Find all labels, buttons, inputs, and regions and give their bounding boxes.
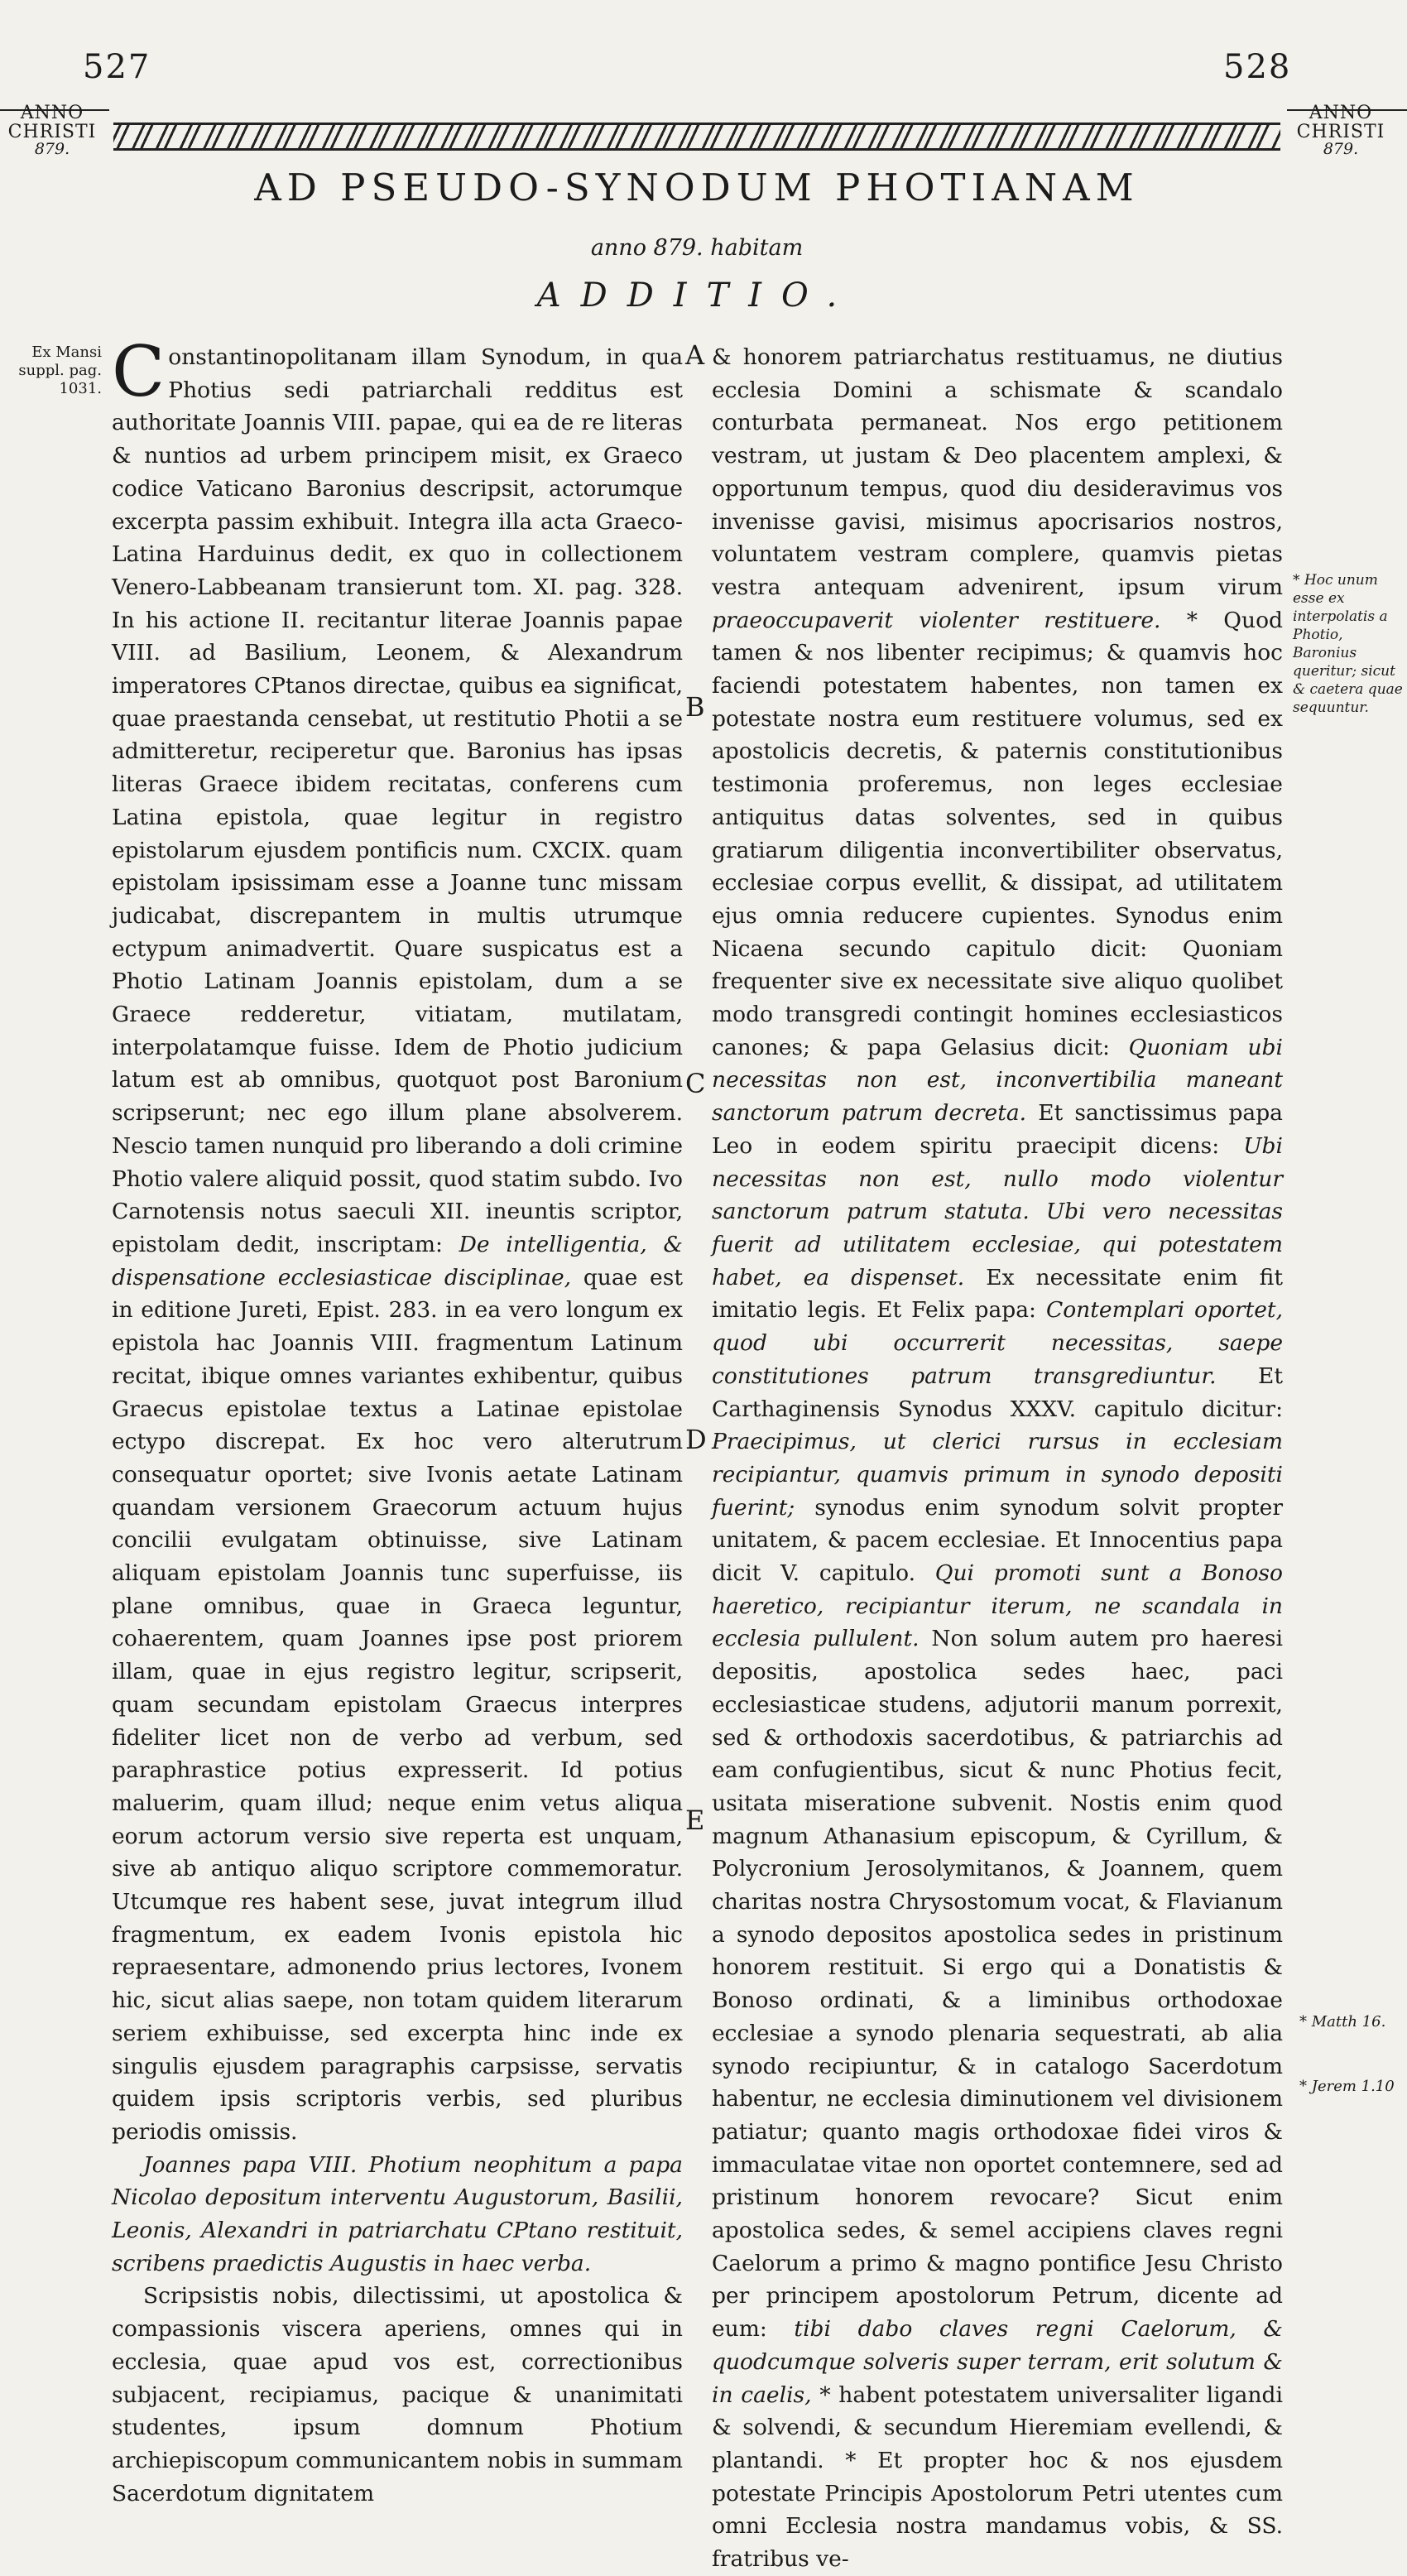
left-text-column [112, 331, 683, 2510]
page-number-left: 527 [83, 48, 151, 86]
margin-note-source: Ex Mansi suppl. pag. 1031. [18, 344, 102, 397]
page-subtitle: anno 879. habitam [590, 235, 804, 261]
anno-year: 879. [34, 140, 70, 159]
right-text-column [712, 341, 1283, 2576]
christi-label: CHRISTI [7, 122, 97, 143]
letter-italic: Ubi necessitas non est, nullo modo violentur sanctorum patrum statuta. Ubi vero necessitas fuerit ad utilitatem ecclesiae, qui potestatem habet, ea dispenset. [712, 1132, 1283, 1290]
intro-text: Constantinopolitanam illam Synodum, in qua Photius sedi patriarchali redditus est authoritate Joannis VIII. papae, qui ea de re literas & nuntios ad urbem principem misit, ex Graeco codice Vaticano Baronius descripsit, actorumque excerpta passim exhibuit. Integra illa acta Graeco-Latina Harduinus dedit, ex quo in collectionem Venero-Labbeanam transierunt tom. XI. pag. 328. In his actione II. recitantur literae Joannis papae VIII. ad Basilium, Leonem, & Alexandrum imperatores CPtanos directae, quibus ea significat, quae praestanda censebat, ut restitutio Photii a se admitteretur, reciperetur que. Baronius has ipsas literas Graece ibidem recitatas, conferens cum Latina epistola, quae legitur in registro epistolarum ejusdem pontificis num. CXCIX. quam epistolam ipsissimam esse a Joanne tunc missam judicabat, discrepantem in multis utrumque ectypum animadvertit. Quare suspicatus est a Photio Latinam Joannis epistolam, dum a se Graece redderetur, vitiatam, mutilatam, interpolatamque fuisse. Idem de Photio judicium latum est ab omnibus, quotquot post Baronium scripserunt; nec ego illum plane absolverem. Nescio tamen nunquid pro liberando a doli crimine Photio valere aliquid possit, quod statim subdo. Ivo Carnotensis notus saeculi XII. ineuntis scriptor, epistolam dedit, inscriptam: [112, 331, 683, 1257]
decorative-ornament-band [113, 123, 1280, 151]
page-title: AD PSEUDO-SYNODUM PHOTIANAM [254, 166, 1140, 209]
anno-year: 879. [1323, 140, 1359, 159]
letter-text: Et sanctissimus papa Leo in eodem spiritu praecipit dicens: [712, 1100, 1283, 1159]
intro-text-continued: quae est in editione Jureti, Epist. 283. in ea vero longum ex epistola hac Joannis VIII. fragmentum Latinum recitat, ibique omnes variantes exhibentur, quibus Graecus epistolae textus a Latinae epistolae ectypo discrepat. Ex hoc vero alterutrum consequatur oportet; sive Ivonis aetate Latinam quandam versionem Graecorum actuum hujus concilii evulgatam obtinuisse, sive Latinam aliquam epistolam Joannis tunc superfuisse, iis plane omnibus, quae in Graeca leguntur, cohaerentem, quam Joannes ipse post priorem illam, quae in ejus registro legitur, scripserit, quam secundam epistolam Graecus interpres fideliter licet non de verbo ad verbum, sed paraphrastice potius expresserit. Id potius maluerim, quam illud; neque enim vetus aliqua eorum actorum versio sive reperta est unquam, sive ab antiquo aliquo scriptore commemoratur. Utcumque res habent sese, juvat integrum illud fragmentum, ex eadem Ivonis epistola hic repraesentare, admonendo prius lectores, Ivonem hic, sicut alias saepe, non totam quidem literarum seriem exhibuisse, sed excerpta hinc inde ex singulis ejusdem paragraphis carpsisse, servatis quidem ipsis scriptoris verbis, sed pluribus periodis omissis. [112, 1264, 683, 2145]
letter-text: Et Carthaginensis Synodus XXXV. capitulo dicitur: [712, 1362, 1283, 1422]
letter-text: Ex necessitate enim fit imitatio legis. Et Felix papa: [712, 1264, 1283, 1324]
anno-christi-left [7, 103, 98, 158]
intro-paragraph [112, 331, 683, 2149]
page-number-right: 528 [1223, 48, 1292, 86]
letter-italic: tibi dabo claves regni Caelorum, & quodcumque solveris super terram, erit solutum & in caelis, [712, 2316, 1283, 2408]
section-heading: ADDITIO. [536, 276, 857, 315]
anno-label: ANNO [20, 103, 84, 123]
christi-label: CHRISTI [1296, 122, 1385, 143]
margin-note-jeremiah: * Jerem 1.10 [1299, 2078, 1395, 2095]
letter-italic: Qui promoti sunt a Bonoso haeretico, recipiantur iterum, ne scandala in ecclesia pullulent. [712, 1560, 1283, 1652]
letter-text: synodus enim synodum solvit propter unitatem, & pacem ecclesiae. Et Innocentius papa dicit V. capitulo. [712, 1494, 1283, 1587]
letter-text: * Quod tamen & nos libenter recipimus; & quamvis hoc faciendi potestatem habentes, non tamen ex potestate nostra eum restituere volumus, sed ex apostolicis decretis, & paternis constitutionibus testimonia proferemus, non leges ecclesiae antiquitus datas solventes, sed in quibus gratiarum diligentia inconvertibiliter observatus, ecclesiae corpus evellit, & dissipat, ad utilitatem ejus omnia reducere cupientes. Synodus enim Nicaena secundo capitulo dicit: Quoniam frequenter sive ex necessitate sive aliquo quolibet modo transgredi contingit homines ecclesiasticos canones; & papa Gelasius dicit: [712, 607, 1283, 1060]
letter-italic: Contemplari oportet, quod ubi occurrerit necessitas, saepe constitutiones patrum transgrediuntur. [712, 1297, 1283, 1389]
column-marker-a: A [685, 339, 705, 371]
letter-italic: praeoccupaverit violenter restituere. [712, 607, 1161, 633]
intro-italic-title: De intelligentia, & dispensatione ecclesiasticae disciplinae, [112, 1231, 683, 1290]
margin-note-interpolation: * Hoc unum esse ex interpolatis a Photio, Baronius queritur; sicut & caetera quae sequuntur. [1293, 572, 1403, 716]
column-marker-b: B [685, 691, 705, 723]
letter-italic: Quoniam ubi necessitas non est, inconvertibilia maneant sanctorum patrum decreta. [712, 1034, 1283, 1127]
column-marker-c: C [685, 1068, 706, 1099]
anno-label: ANNO [1309, 103, 1373, 123]
margin-note-matthew: * Matth 16. [1299, 2013, 1386, 2031]
column-marker-d: D [685, 1424, 707, 1455]
letter-opening: Scripsistis nobis, dilectissimi, ut apostolica & compassionis viscera aperiens, omnes qui in ecclesia, quae apud vos est, correctionibus subjacent, recipiamus, pacique & unanimitati studentes, ipsum domnum Photium archiepiscopum communicantem nobis in summam Sacerdotum dignitatem [112, 2283, 683, 2506]
letter-text: & honorem patriarchatus restituamus, ne diutius ecclesia Domini a schismate & scandalo conturbata permaneat. Nos ergo petitionem vestram, ut justam & Deo placentem amplexi, & opportunum tempus, quod diu desideravimus vos invenisse gavisi, misimus apocrisarios nostros, voluntatem vestram complere, quamvis pietas vestra antequam advenirent, ipsum virum [712, 344, 1283, 600]
letter-body [712, 341, 1283, 2576]
letter-rubric: Joannes papa VIII. Photium neophitum a papa Nicolao depositum interventu Augustorum, Basilii, Leonis, Alexandri in patriarchatu CPtano restituit, scribens praedictis Augustis in haec verba. [112, 2151, 683, 2276]
letter-italic: Praecipimus, ut clerici rursus in ecclesiam recipiantur, quamvis primum in synodo depositi fuerint; [712, 1429, 1283, 1521]
letter-text: * habent potestatem universaliter ligandi & solvendi, & secundum Hieremiam evellendi, & plantandi. * Et propter hoc & nos ejusdem potestate Principis Apostolorum Petri utentes cum omni Ecclesia nostra mandamus vobis, & SS. fratribus ve- [712, 2381, 1283, 2573]
anno-christi-right [1291, 103, 1390, 158]
column-marker-e: E [685, 1805, 705, 1836]
letter-text: Non solum autem pro haeresi depositis, apostolica sedes haec, paci ecclesiasticae studens, adjutorii manum porrexit, sed & orthodoxis sacerdotibus, & patriarchis ad eam confugientibus, sicut & nunc Photius fecit, usitata miseratione subvenit. Nostis enim quod magnum Athanasium episcopum, & Cyrillum, & Polycronium Jerosolymitanos, & Joannem, quem charitas nostra Chrysostomum vocat, & Flavianum a synodo depositos apostolica sedes in pristinum honorem restituit. Si ergo qui a Donatistis & Bonoso ordinati, & a liminibus orthodoxae ecclesiae a synodo plenaria sequestrati, ab alia synodo recipiuntur, & in catalogo Sacerdotum habentur, ne ecclesia diminutionem vel divisionem patiatur; quanto magis orthodoxae fidei viros & immaculatae vitae non oportet contemnere, sed ad pristinum honorem revocare? Sicut enim apostolica sedes, & semel accipiens claves regni Caelorum a primo & magno pontifice Jesu Christo per principem apostolorum Petrum, dicente ad eum: [712, 1626, 1284, 2343]
